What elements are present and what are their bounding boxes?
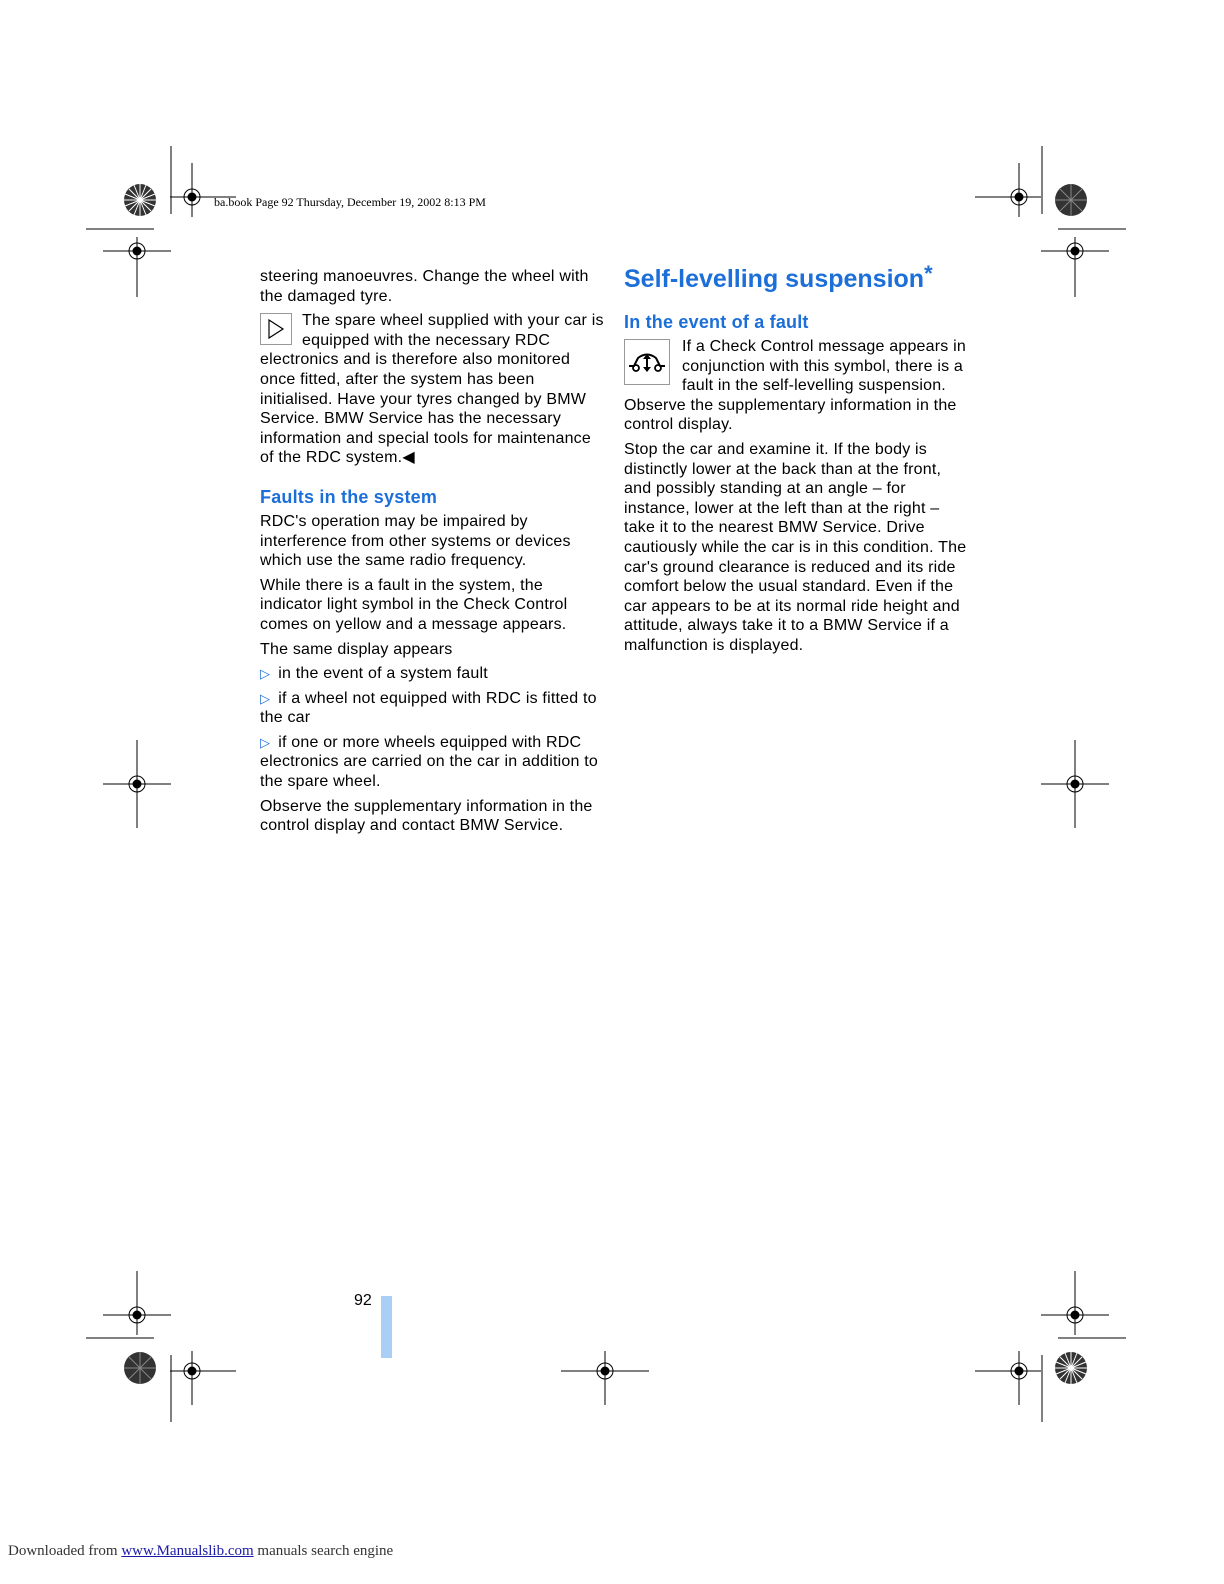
list-item (260, 664, 605, 684)
bullet-triangle-icon: ▷ (260, 666, 271, 682)
footer-suffix: manuals search engine (253, 1543, 394, 1559)
page-number: 92 (354, 1292, 372, 1309)
list-item-text: if one or more wheels equipped with RDC electronics are carried on the car in addition to the spare wheel. (260, 733, 598, 791)
paragraph: While there is a fault in the system, the indicator light symbol in the Check Control comes on yellow and a message appears. (260, 576, 568, 633)
page-tab-bar (381, 1296, 392, 1358)
paragraph-text: If a Check Control message appears in conjunction with this symbol, there is a fault in the self-levelling suspension. Observe the supplementary information in the control display. (624, 338, 966, 434)
note-text: The spare wheel supplied with your car is equipped with the necessary RDC electronics and is therefore also monitored once fitted, after the system has been initialised. Have your tyres changed by BMW Service. BMW Service has the necessary information and special tools for maintenance of the RDC system. (260, 312, 604, 467)
fault-heading: In the event of a fault (624, 312, 809, 332)
left-column (260, 267, 605, 841)
bullet-triangle-icon: ▷ (260, 690, 271, 706)
paragraph: Observe the supplementary information in the control display and contact BMW Service. (260, 797, 593, 835)
paragraph: RDC's operation may be impaired by interference from other systems or devices which use the same radio frequency. (260, 512, 571, 570)
list-item (260, 689, 605, 728)
list-item-text: if a wheel not equipped with RDC is fitted to the car (260, 689, 597, 727)
paragraph: The same display appears (260, 640, 453, 658)
section-title-text: Self-levelling suspension (624, 265, 925, 293)
footer-prefix: Downloaded from (8, 1543, 122, 1559)
spare-wheel-note (260, 311, 605, 468)
download-footer (8, 1543, 393, 1560)
optional-equipment-mark: * (924, 261, 933, 286)
faults-heading: Faults in the system (260, 486, 438, 507)
self-levelling-suspension-icon (624, 339, 670, 385)
right-column (624, 263, 969, 661)
note-triangle-icon (260, 313, 292, 345)
section-title (624, 263, 969, 295)
print-header: ba.book Page 92 Thursday, December 19, 2002 8:13 PM (214, 195, 486, 209)
intro-paragraph: steering manoeuvres. Change the wheel with the damaged tyre. (260, 268, 589, 305)
paragraph: Stop the car and examine it. If the body is distinctly lower at the back than at the front, and possibly standing at an angle – for instance, lower at the left than at the right – take it to the nearest BMW Service. Drive cautiously while the car is in this condition. The car's ground clearance is reduced and its ride comfort below the usual standard. Even if the car appears to be at its normal ride height and attitude, always take it to a BMW Service if a malfunction is displayed. (624, 440, 967, 654)
bullet-triangle-icon: ▷ (260, 734, 271, 750)
list-item-text: in the event of a system fault (278, 665, 488, 683)
paragraph (624, 337, 969, 435)
list-item (260, 733, 605, 792)
manualslib-link[interactable]: www.Manualslib.com (121, 1543, 254, 1559)
end-mark: ◀ (402, 449, 415, 467)
